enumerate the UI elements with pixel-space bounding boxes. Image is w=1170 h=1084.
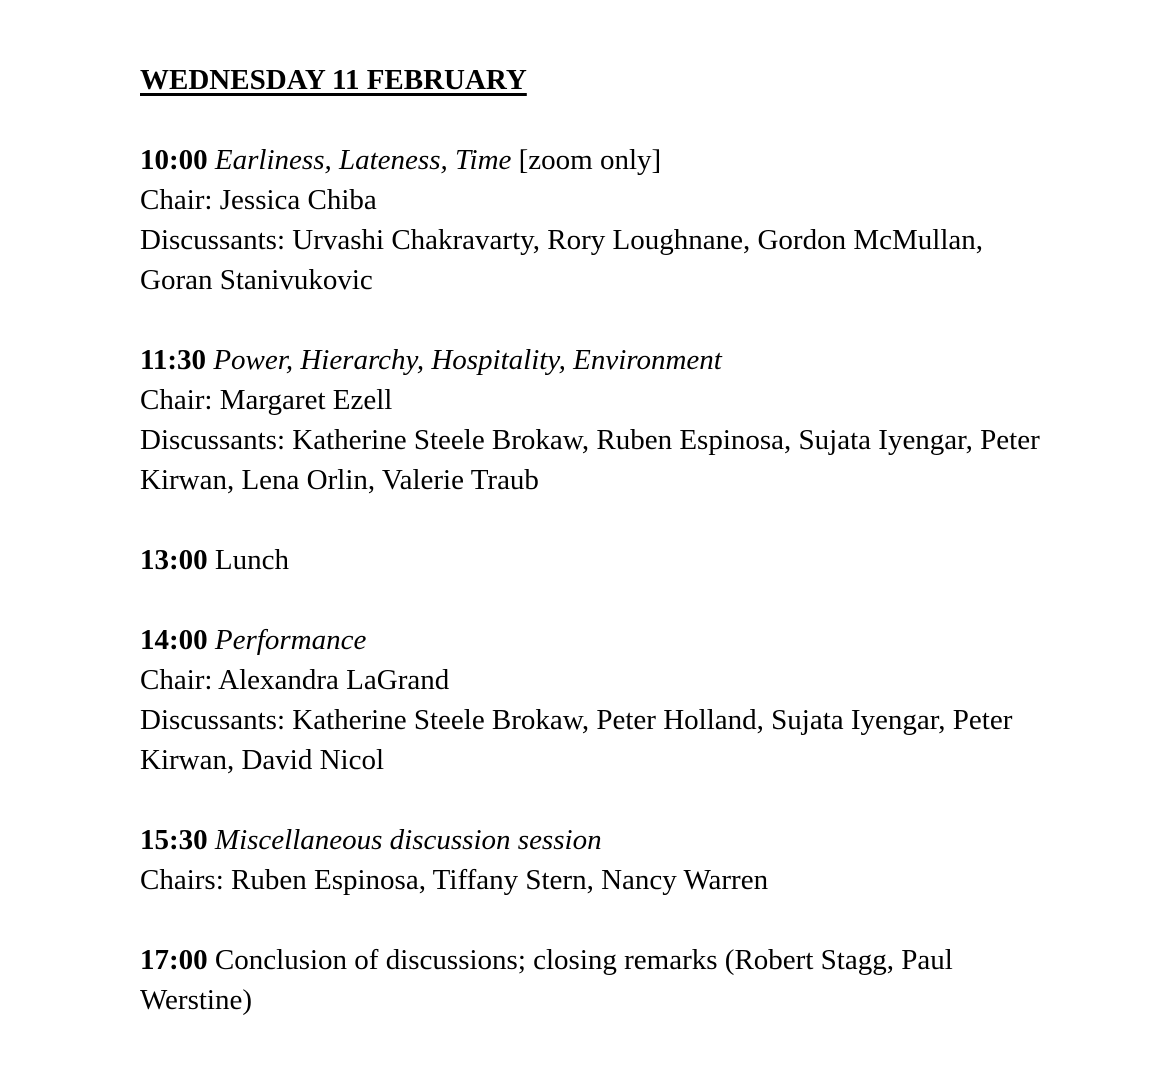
session-title-line <box>140 540 1045 580</box>
chair-line <box>140 660 1045 700</box>
session-time: 17:00 <box>140 944 208 976</box>
session-time: 13:00 <box>140 544 208 576</box>
chair-line <box>140 180 1045 220</box>
session-title: Miscellaneous discussion session <box>214 824 602 856</box>
session-title-line <box>140 620 1045 660</box>
chairs-label: Chairs: <box>140 864 224 896</box>
chairs-line <box>140 860 1045 900</box>
discussants-names: Katherine Steele Brokaw, Peter Holland, Sujata Iyengar, Peter Kirwan, David Nicol <box>140 704 1013 776</box>
session-block-1400 <box>140 620 1045 780</box>
session-title-line <box>140 820 1045 860</box>
discussants-line <box>140 420 1045 500</box>
session-block-1300 <box>140 540 1045 580</box>
discussants-line <box>140 700 1045 780</box>
session-time: 10:00 <box>140 144 208 176</box>
discussants-names: Urvashi Chakravarty, Rory Loughnane, Gordon McMullan, Goran Stanivukovic <box>140 224 983 296</box>
session-title: Earliness, Lateness, Time <box>214 144 512 176</box>
discussants-line <box>140 220 1045 300</box>
session-block-1700 <box>140 940 1045 1020</box>
session-title-line <box>140 940 1045 1020</box>
chair-label: Chair: <box>140 184 213 216</box>
chair-line <box>140 380 1045 420</box>
session-title-plain: Conclusion of discussions; closing remarks (Robert Stagg, Paul Werstine) <box>140 944 953 1016</box>
session-time: 11:30 <box>140 344 207 376</box>
discussants-label: Discussants: <box>140 224 285 256</box>
page-heading: WEDNESDAY 11 FEBRUARY <box>140 64 527 96</box>
chair-name: Alexandra LaGrand <box>218 664 450 696</box>
chairs-names: Ruben Espinosa, Tiffany Stern, Nancy Warren <box>231 864 769 896</box>
session-title: Performance <box>214 624 367 656</box>
session-title-plain: Lunch <box>214 544 290 576</box>
chair-name: Margaret Ezell <box>219 384 393 416</box>
discussants-label: Discussants: <box>140 424 285 456</box>
session-note: [zoom only] <box>518 144 662 176</box>
discussants-label: Discussants: <box>140 704 285 736</box>
discussants-names: Katherine Steele Brokaw, Ruben Espinosa, Sujata Iyengar, Peter Kirwan, Lena Orlin, Valerie Traub <box>140 424 1040 496</box>
chair-label: Chair: <box>140 384 213 416</box>
session-block-1000 <box>140 140 1045 300</box>
session-title: Power, Hierarchy, Hospitality, Environment <box>213 344 722 376</box>
chair-name: Jessica Chiba <box>219 184 377 216</box>
session-time: 15:30 <box>140 824 208 856</box>
session-title-line <box>140 340 1045 380</box>
session-block-1530 <box>140 820 1045 900</box>
session-time: 14:00 <box>140 624 208 656</box>
session-title-line <box>140 140 1045 180</box>
session-block-1130 <box>140 340 1045 500</box>
chair-label: Chair: <box>140 664 213 696</box>
